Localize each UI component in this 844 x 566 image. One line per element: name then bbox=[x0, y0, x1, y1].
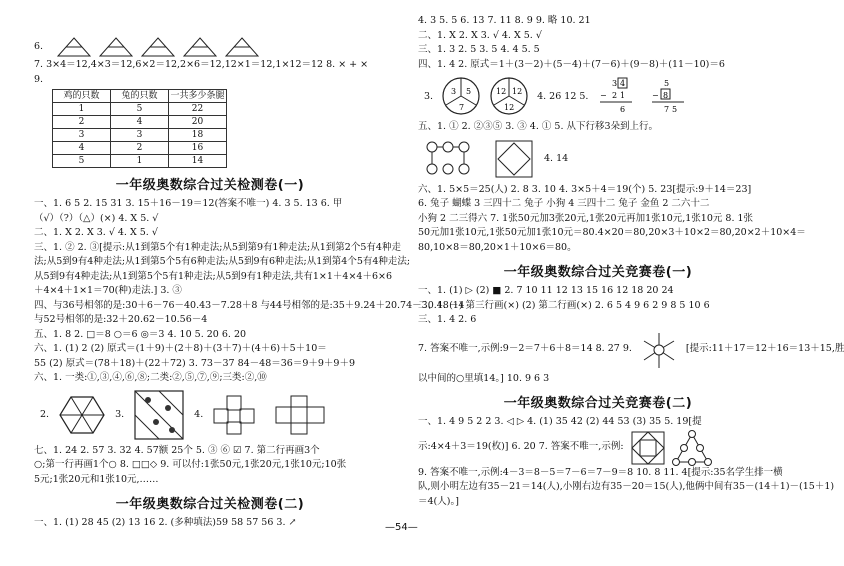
fig-label: 3. bbox=[424, 90, 434, 102]
answer-line: 7. 答案不唯一,示例:9－2＝7＋6＋8＝14 8. 27 9. bbox=[418, 343, 632, 355]
right-column bbox=[418, 14, 844, 509]
answer-line: 六、1. 5×5＝25(人) 2. 8 3. 10 4. 3×5＋4＝19(个) 5. 23[提示:9＋14＝23] bbox=[418, 183, 752, 195]
c1-q7-row bbox=[418, 328, 844, 372]
number-triangle bbox=[57, 37, 91, 57]
pie-a-text-1: 5 bbox=[466, 87, 472, 96]
table-cell: 4 bbox=[53, 142, 111, 155]
star-number-figure bbox=[636, 328, 682, 372]
answer-line: 小狗 2 二三得六 7. 1张50元加3张20元,1张20元再加1张10元,1张10元 8. 1张 bbox=[418, 212, 754, 224]
cross-shape-figure-b bbox=[275, 395, 327, 435]
table-cell: 14 bbox=[169, 155, 227, 168]
answer-line: 80,10×8＝80,20×1＋10×6＝80。 bbox=[418, 241, 577, 253]
table-header: 鸡的只数 bbox=[53, 90, 111, 103]
q7-line: 7. 3×4＝12,4×3＝12,6×2＝12,2×6＝12,12×1＝12,1×12＝12 8. × + × bbox=[34, 59, 369, 70]
number-triangle bbox=[183, 37, 217, 57]
answer-line: 一、1. 4 9 5 2 2 3. ◁ ▷ 4. (1) 35 42 (2) 44 53 (3) 35 5. 19[提 bbox=[418, 416, 702, 427]
pie-a-text-0: 3 bbox=[451, 87, 457, 96]
minus-sign: − bbox=[652, 91, 660, 100]
digit: 4 bbox=[620, 79, 626, 88]
q3-text: 4. 26 12 5. bbox=[537, 90, 589, 102]
number-triangle bbox=[141, 37, 175, 57]
table-row bbox=[53, 129, 227, 142]
square-puzzle-figure bbox=[134, 390, 184, 440]
answer-line: 一、1. (1) 28 45 (2) 13 16 2. (多种填法)59 58 57 56 3. ↗ bbox=[34, 517, 297, 528]
answer-line: ＝4(人)。] bbox=[418, 495, 459, 507]
digit: 7 bbox=[664, 105, 670, 114]
table-cell: 1 bbox=[111, 155, 169, 168]
fig-label: 3. bbox=[115, 409, 125, 420]
answer-line: 二、1. (1) 第三行画(×) (2) 第二行画(×) 2. 6 5 4 9 6 2 9 8 5 10 6 bbox=[418, 299, 710, 311]
answer-line: 示:4×4＋3＝19(枚)] 6. 20 7. 答案不唯一,示例: bbox=[418, 441, 624, 453]
pie-b-text-1: 12 bbox=[512, 87, 523, 96]
answer-line: 与52号相邻的是:32＋20.62－10.56－4 bbox=[34, 314, 208, 325]
subtraction-vertical-a bbox=[596, 76, 640, 116]
table-cell: 3 bbox=[53, 129, 111, 142]
answer-line: 五、1. 8 2. □＝8 ○＝6 ◎＝3 4. 10 5. 20 6. 20 bbox=[34, 328, 247, 340]
answer-line: 50元加1张10元,1张50元加1张10元＝80.4×20＝80,20×3＋10×2＝80,20×2＋10×4＝ bbox=[418, 227, 806, 238]
answer-line: 三、1. 3 2. 5 3. 5 4. 4 5. 5 bbox=[418, 44, 540, 55]
triangle-circles-figure bbox=[672, 430, 712, 466]
q6-row bbox=[34, 36, 386, 58]
answer-line: [提示:11＋17＝12＋16＝13＋15,胜 bbox=[685, 343, 844, 355]
table-row bbox=[53, 155, 227, 168]
answer-line: 一、1. (1) ▷ (2) ■ 2. 7 10 11 12 13 15 16 12 18 20 24 bbox=[418, 285, 674, 296]
table-cell: 2 bbox=[111, 142, 169, 155]
answer-line: 5元;1张20元和1张10元,…… bbox=[34, 473, 159, 485]
circle-grid-figure bbox=[424, 139, 484, 179]
pie-circle-a bbox=[441, 76, 481, 116]
q6-label: 6. bbox=[34, 40, 44, 52]
answer-line: 三、1. 4 2. 6 bbox=[418, 314, 477, 325]
subtraction-vertical-b bbox=[648, 76, 692, 116]
q6-triangles bbox=[57, 37, 259, 57]
answer-line: 队,则小明左边有35－21＝14(人),小刚右边有35－20＝15(人),他俩中间有35－(14＋1)－(15＋1) bbox=[418, 481, 835, 492]
section-title: 一年级奥数综合过关竞赛卷(一) bbox=[503, 265, 693, 280]
answer-line: 四、1. 4 2. 原式＝1＋(3－2)＋(5－4)＋(7－6)＋(9－8)＋(11－10)＝6 bbox=[418, 58, 725, 70]
table-row bbox=[53, 103, 227, 116]
answer-line: 55 (2) 原式＝(78＋18)＋(22＋72) 3. 73－37 84－48＝36＝9＋9＋9＋9 bbox=[34, 357, 356, 369]
table-cell: 5 bbox=[111, 103, 169, 116]
table-row bbox=[53, 142, 227, 155]
pie-a-text-2: 7 bbox=[459, 103, 465, 112]
figures-row bbox=[40, 390, 386, 440]
table-header: 一共多少条腿 bbox=[170, 91, 225, 101]
answer-line: （√）（?）（△）(×) 4. X 5. √ bbox=[34, 212, 159, 224]
q9-label: 9. bbox=[34, 73, 44, 85]
fig-label: 4. bbox=[194, 409, 204, 420]
number-triangle bbox=[225, 37, 259, 57]
answer-line: 9. 答案不唯一,示例:4－3＝8－5＝7－6＝7－9＝8 10. 8 11. 4[提示:35名学生排一横 bbox=[418, 466, 783, 478]
answer-line: 从5到9有4种走法;从1到第5个5有1种走法;从5到9有1种走法,共有1×1＋4×4＋6×6 bbox=[34, 270, 393, 282]
answer-line: 四、与36号相邻的是:30＋6－76－40.43－7.28＋8 与44号相邻的是:35＋9.24＋20.74－30.48－4 bbox=[34, 299, 465, 311]
q5b-label: 4. 14 bbox=[544, 153, 569, 164]
hexagon-figure bbox=[59, 395, 105, 435]
answer-line: 五、1. ① 2. ②③⑤ 3. ③ 4. ① 5. 从下行移3朵到上行。 bbox=[418, 121, 659, 132]
digit: 2 bbox=[612, 91, 618, 100]
answer-line: ＋4×4＋1×1＝70(种)走法.] 3. ③ bbox=[34, 285, 182, 296]
q5-figures bbox=[424, 139, 778, 179]
table-cell: 16 bbox=[169, 142, 227, 155]
table-header: 兔的只数 bbox=[111, 90, 169, 103]
table-cell: 22 bbox=[169, 103, 227, 116]
digit: 5 bbox=[664, 79, 670, 88]
nested-square-figure bbox=[630, 430, 666, 466]
digit: 5 bbox=[672, 105, 678, 114]
section-title: 一年级奥数综合过关检测卷(二) bbox=[115, 497, 305, 512]
chicken-rabbit-table bbox=[52, 89, 227, 168]
table-cell: 20 bbox=[169, 116, 227, 129]
answer-line: 三、1. ② 2. ③[提示:从1到第5个有1种走法;从5到第9有1种走法;从1到第2个5有4种走 bbox=[34, 241, 401, 253]
table-cell: 1 bbox=[53, 103, 111, 116]
c2-q6-row bbox=[418, 430, 778, 466]
table-cell: 4 bbox=[111, 116, 169, 129]
table-cell: 3 bbox=[111, 129, 169, 142]
table-row bbox=[53, 116, 227, 129]
answer-line: 六、1. (1) 2 (2) 原式＝(1＋9)＋(2＋8)＋(3＋7)＋(4＋6)＋5＋10＝ bbox=[34, 343, 327, 354]
digit: 3 bbox=[612, 79, 618, 88]
answer-line: 六、1. 一类:①,③,④,⑥,⑧;二类:②,⑤,⑦,⑨;三类:②,⑩ bbox=[34, 372, 267, 383]
diamond-figure bbox=[494, 139, 534, 179]
answer-line: 一、1. 6 5 2. 15 31 3. 15＋16－19＝12(答案不唯一) 4. 3 5. 13 6. 甲 bbox=[34, 198, 343, 209]
section-title: 一年级奥数综合过关检测卷(一) bbox=[115, 178, 305, 193]
page-number: —54— bbox=[385, 522, 418, 533]
digit: 6 bbox=[620, 105, 626, 114]
answer-line: 二、1. X 2. X 3. √ 4. X 5. √ bbox=[34, 227, 158, 238]
table-cell: 18 bbox=[169, 129, 227, 142]
fig-label: 2. bbox=[40, 409, 50, 420]
answer-line: 二、1. X 2. X 3. √ 4. X 5. √ bbox=[418, 29, 542, 41]
digit: 8 bbox=[663, 91, 669, 100]
table-cell: 2 bbox=[53, 116, 111, 129]
answer-line: 法;从5到9有4种走法;从1到第5个5有6种走法;从5到9有6种走法;从1到第4个5有4种走法; bbox=[34, 256, 411, 267]
pie-b-text-0: 12 bbox=[496, 87, 507, 96]
number-triangle bbox=[99, 37, 133, 57]
minus-sign: − bbox=[600, 91, 608, 100]
pie-circle-b bbox=[489, 76, 529, 116]
answer-line: 以中间的○里填14。] 10. 9 6 3 bbox=[418, 372, 550, 384]
pie-b-text-2: 12 bbox=[504, 103, 515, 112]
cross-shape-figure-a bbox=[213, 395, 265, 435]
answer-line: 6. 兔子 蝴蝶 3 三四十二 兔子 小狗 4 三四十二 兔子 金鱼 2 二六十二 bbox=[418, 198, 710, 209]
answer-line: 4. 3 5. 5 6. 13 7. 11 8. 9 9. 略 10. 21 bbox=[418, 15, 591, 26]
q3-figures bbox=[424, 76, 778, 116]
digit: 1 bbox=[620, 91, 626, 100]
table-cell: 5 bbox=[53, 155, 111, 168]
answer-line: ○;第一行再画1个○ 8. □□◇ 9. 可以付:1张50元,1张20元,1张10元;10张 bbox=[34, 459, 347, 470]
section-title: 一年级奥数综合过关竞赛卷(二) bbox=[503, 396, 693, 411]
answer-line: 七、1. 24 2. 57 3. 32 4. 57额 25个 5. ③ ⑥ ☑ 7. 第二行再画3个 bbox=[34, 444, 320, 456]
